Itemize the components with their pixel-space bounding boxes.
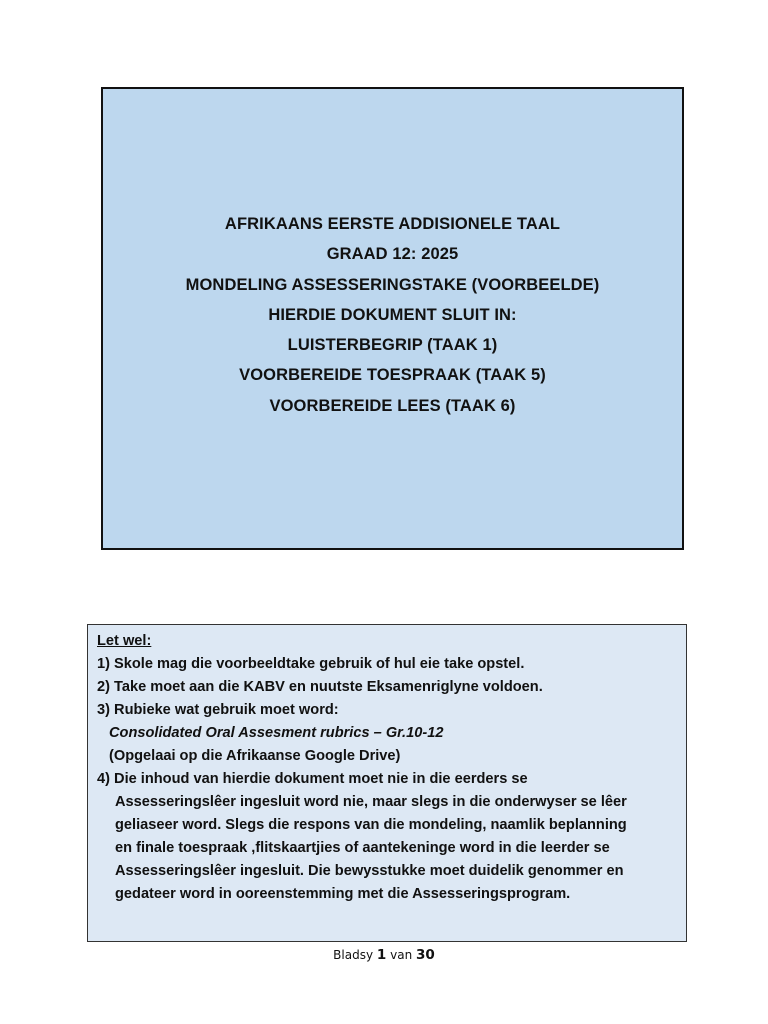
cover-title-lines xyxy=(103,209,682,421)
note-content xyxy=(97,630,678,906)
note-item-1: 1) Skole mag die voorbeeldtake gebruik of hul eie take opstel. xyxy=(97,656,525,672)
note-item-4-line-5: Assesseringslêer ingesluit. Die bewysstukke moet duidelik genommer en xyxy=(115,863,624,879)
footer-page-number: 1 xyxy=(376,947,387,963)
cover-line-task6: VOORBEREIDE LEES (TAAK 6) xyxy=(269,396,516,415)
footer-page-total: 30 xyxy=(416,947,435,963)
page-footer xyxy=(0,946,768,964)
note-item-4-line-3: geliaseer word. Slegs die respons van die mondeling, naamlik beplanning xyxy=(115,817,627,833)
note-item-2: 2) Take moet aan die KABV en nuutste Eksamenriglyne voldoen. xyxy=(97,679,543,695)
cover-line-tasks: MONDELING ASSESSERINGSTAKE (VOORBEELDE) xyxy=(185,275,600,294)
note-item-4-line-2: Assesseringslêer ingesluit word nie, maar slegs in die onderwyser se lêer xyxy=(115,794,627,810)
cover-line-subject: AFRIKAANS EERSTE ADDISIONELE TAAL xyxy=(224,215,561,233)
note-item-4-line-4: en finale toespraak ,flitskaartjies of aantekeninge word in die leerder se xyxy=(115,840,610,856)
cover-line-includes: HIERDIE DOKUMENT SLUIT IN: xyxy=(268,305,517,324)
note-item-3-rubric: Consolidated Oral Assesment rubrics – Gr.10-12 xyxy=(109,725,444,741)
cover-line-task1: LUISTERBEGRIP (TAAK 1) xyxy=(287,336,498,355)
note-item-3-location: (Opgelaai op die Afrikaanse Google Drive) xyxy=(109,748,401,764)
note-item-4-line-6: gedateer word in ooreenstemming met die Assesseringsprogram. xyxy=(115,886,571,902)
cover-title-box xyxy=(101,87,684,550)
cover-line-grade: GRAAD 12: 2025 xyxy=(326,245,459,264)
note-item-4-line-1: 4) Die inhoud van hierdie dokument moet nie in die eerders se xyxy=(97,771,528,787)
cover-line-task5: VOORBEREIDE TOESPRAAK (TAAK 5) xyxy=(239,366,546,385)
note-box xyxy=(87,624,687,942)
note-heading: Let wel: xyxy=(97,633,152,649)
note-item-3: 3) Rubieke wat gebruik moet word: xyxy=(97,702,339,718)
footer-middle: van xyxy=(390,948,413,962)
footer-prefix: Bladsy xyxy=(333,948,374,962)
